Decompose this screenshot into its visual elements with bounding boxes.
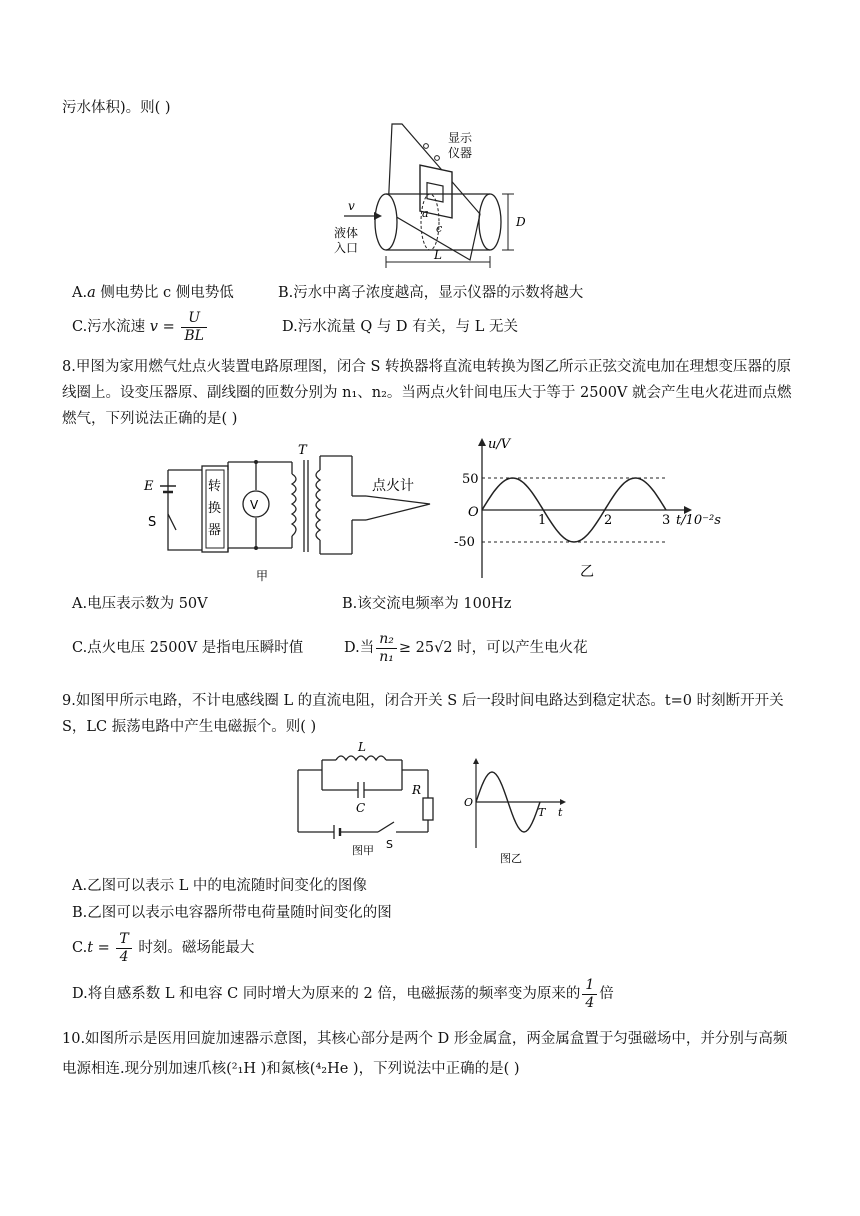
resistor-label: R xyxy=(412,783,422,797)
point-a-label: a xyxy=(422,207,429,220)
switch-label: S xyxy=(386,838,393,851)
t-axis-label: t/10⁻²s xyxy=(676,513,721,528)
velocity-label: v xyxy=(348,199,355,213)
q10-stem: 10.如图所示是医用回旋加速器示意图，其核心部分是两个 D 形金属盒，两金属盒置于匀强磁场中，并分别与高频电源相连.现分别加速爪核(²₁H )和氮核(⁴₂He )，下列说法中正确的是( ) xyxy=(62,1031,788,1077)
diameter-label: D xyxy=(516,215,526,229)
period-label: T xyxy=(538,806,546,819)
emf-label: E xyxy=(144,479,154,494)
inlet-label-1: 液体 xyxy=(334,226,359,240)
origin-label: O xyxy=(464,796,474,809)
q9-option-c: C.t = $\frac{T}{4}$ 时刻。磁场能最大 xyxy=(72,930,255,965)
q8-option-a: A.电压表示数为 50V xyxy=(72,596,208,612)
q9-option-b: B.乙图可以表示电容器所带电荷量随时间变化的图 xyxy=(72,905,392,921)
inlet-label-2: 入口 xyxy=(334,241,359,255)
q7-option-d: D.污水流量 Q 与 D 有关，与 L 无关 xyxy=(282,319,519,335)
y-tick-neg50: -50 xyxy=(454,535,475,550)
q8-option-b: B.该交流电频率为 100Hz xyxy=(342,596,512,612)
q8-option-d: D.当 $\frac{\text{n₂}}{\text{n₁}}$ ≥ 25√2 时，可以产生电火花 xyxy=(344,630,588,665)
origin-label: O xyxy=(468,505,479,520)
x-tick-3: 3 xyxy=(662,513,671,528)
q9-stem: 9.如图甲所示电路，不计电感线圈 L 的直流电阻，闭合开关 S 后一段时间电路达到稳定状态。t=0 时刻断开开关 S，LC 振荡电路中产生电磁振个。则( ) xyxy=(62,693,784,735)
point-c-label: c xyxy=(436,222,443,235)
converter-char-3: 器 xyxy=(208,523,222,538)
u-axis-label: u/V xyxy=(488,437,511,452)
converter-char-2: 换 xyxy=(208,501,222,516)
switch-label: S xyxy=(148,515,157,530)
q8-stem: 8.甲图为家用燃气灶点火装置电路原理图，闭合 S 转换器将直流电转换为图乙所示正弦交流电加在理想变压器的原线圈上。设变压器原、副线圈的匝数分别为 n₁、n₂。当两点火针间电压大于等于 2500V 就会产生电火花进而点燃燃气，下列说法正确的是( ) xyxy=(62,359,792,427)
t-axis-label: t xyxy=(558,806,563,819)
x-tick-1: 1 xyxy=(538,513,547,528)
q7-option-c: C.污水流速 v = $\frac{U}{BL}$ xyxy=(72,309,209,345)
inductor-label: L xyxy=(358,740,366,754)
fig-yi-caption: 图乙 xyxy=(500,852,522,865)
figure-jia-caption: 甲 xyxy=(256,569,269,583)
transformer-label: T xyxy=(298,443,307,458)
ignition-circuit-figure xyxy=(140,440,440,586)
flowmeter-figure xyxy=(330,122,540,280)
q9-option-a: A.乙图可以表示 L 中的电流随时间变化的图像 xyxy=(72,878,367,894)
display-label-1: 显示 xyxy=(448,131,473,145)
ac-voltage-graph xyxy=(452,436,732,586)
q7-option-b: B.污水中离子浓度越高，显示仪器的示数将越大 xyxy=(278,285,584,301)
igniter-label: 点火计 xyxy=(372,478,414,494)
lc-circuit-figure xyxy=(290,738,440,856)
fig-jia-caption: 图甲 xyxy=(352,844,374,856)
x-tick-2: 2 xyxy=(604,513,613,528)
q8-option-c: C.点火电压 2500V 是指电压瞬时值 xyxy=(72,640,304,656)
figure-yi-caption: 乙 xyxy=(580,564,594,580)
q9-option-d: D.将自感系数 L 和电容 C 同时增大为原来的 2 倍，电磁振荡的频率变为原来的 $\frac{1}{4}$ 倍 xyxy=(72,976,614,1011)
length-label: L xyxy=(434,248,442,262)
display-label-2: 仪器 xyxy=(448,146,473,160)
converter-char-1: 转 xyxy=(208,479,222,494)
voltmeter-label: V xyxy=(250,498,259,512)
y-tick-50: 50 xyxy=(462,472,479,487)
capacitor-label: C xyxy=(356,801,366,815)
continued-question-text: 污水体积)。则( ) xyxy=(62,100,171,116)
q7-option-a: A.a 侧电势比 c 侧电势低 xyxy=(72,285,234,301)
oscillation-graph xyxy=(460,758,570,868)
